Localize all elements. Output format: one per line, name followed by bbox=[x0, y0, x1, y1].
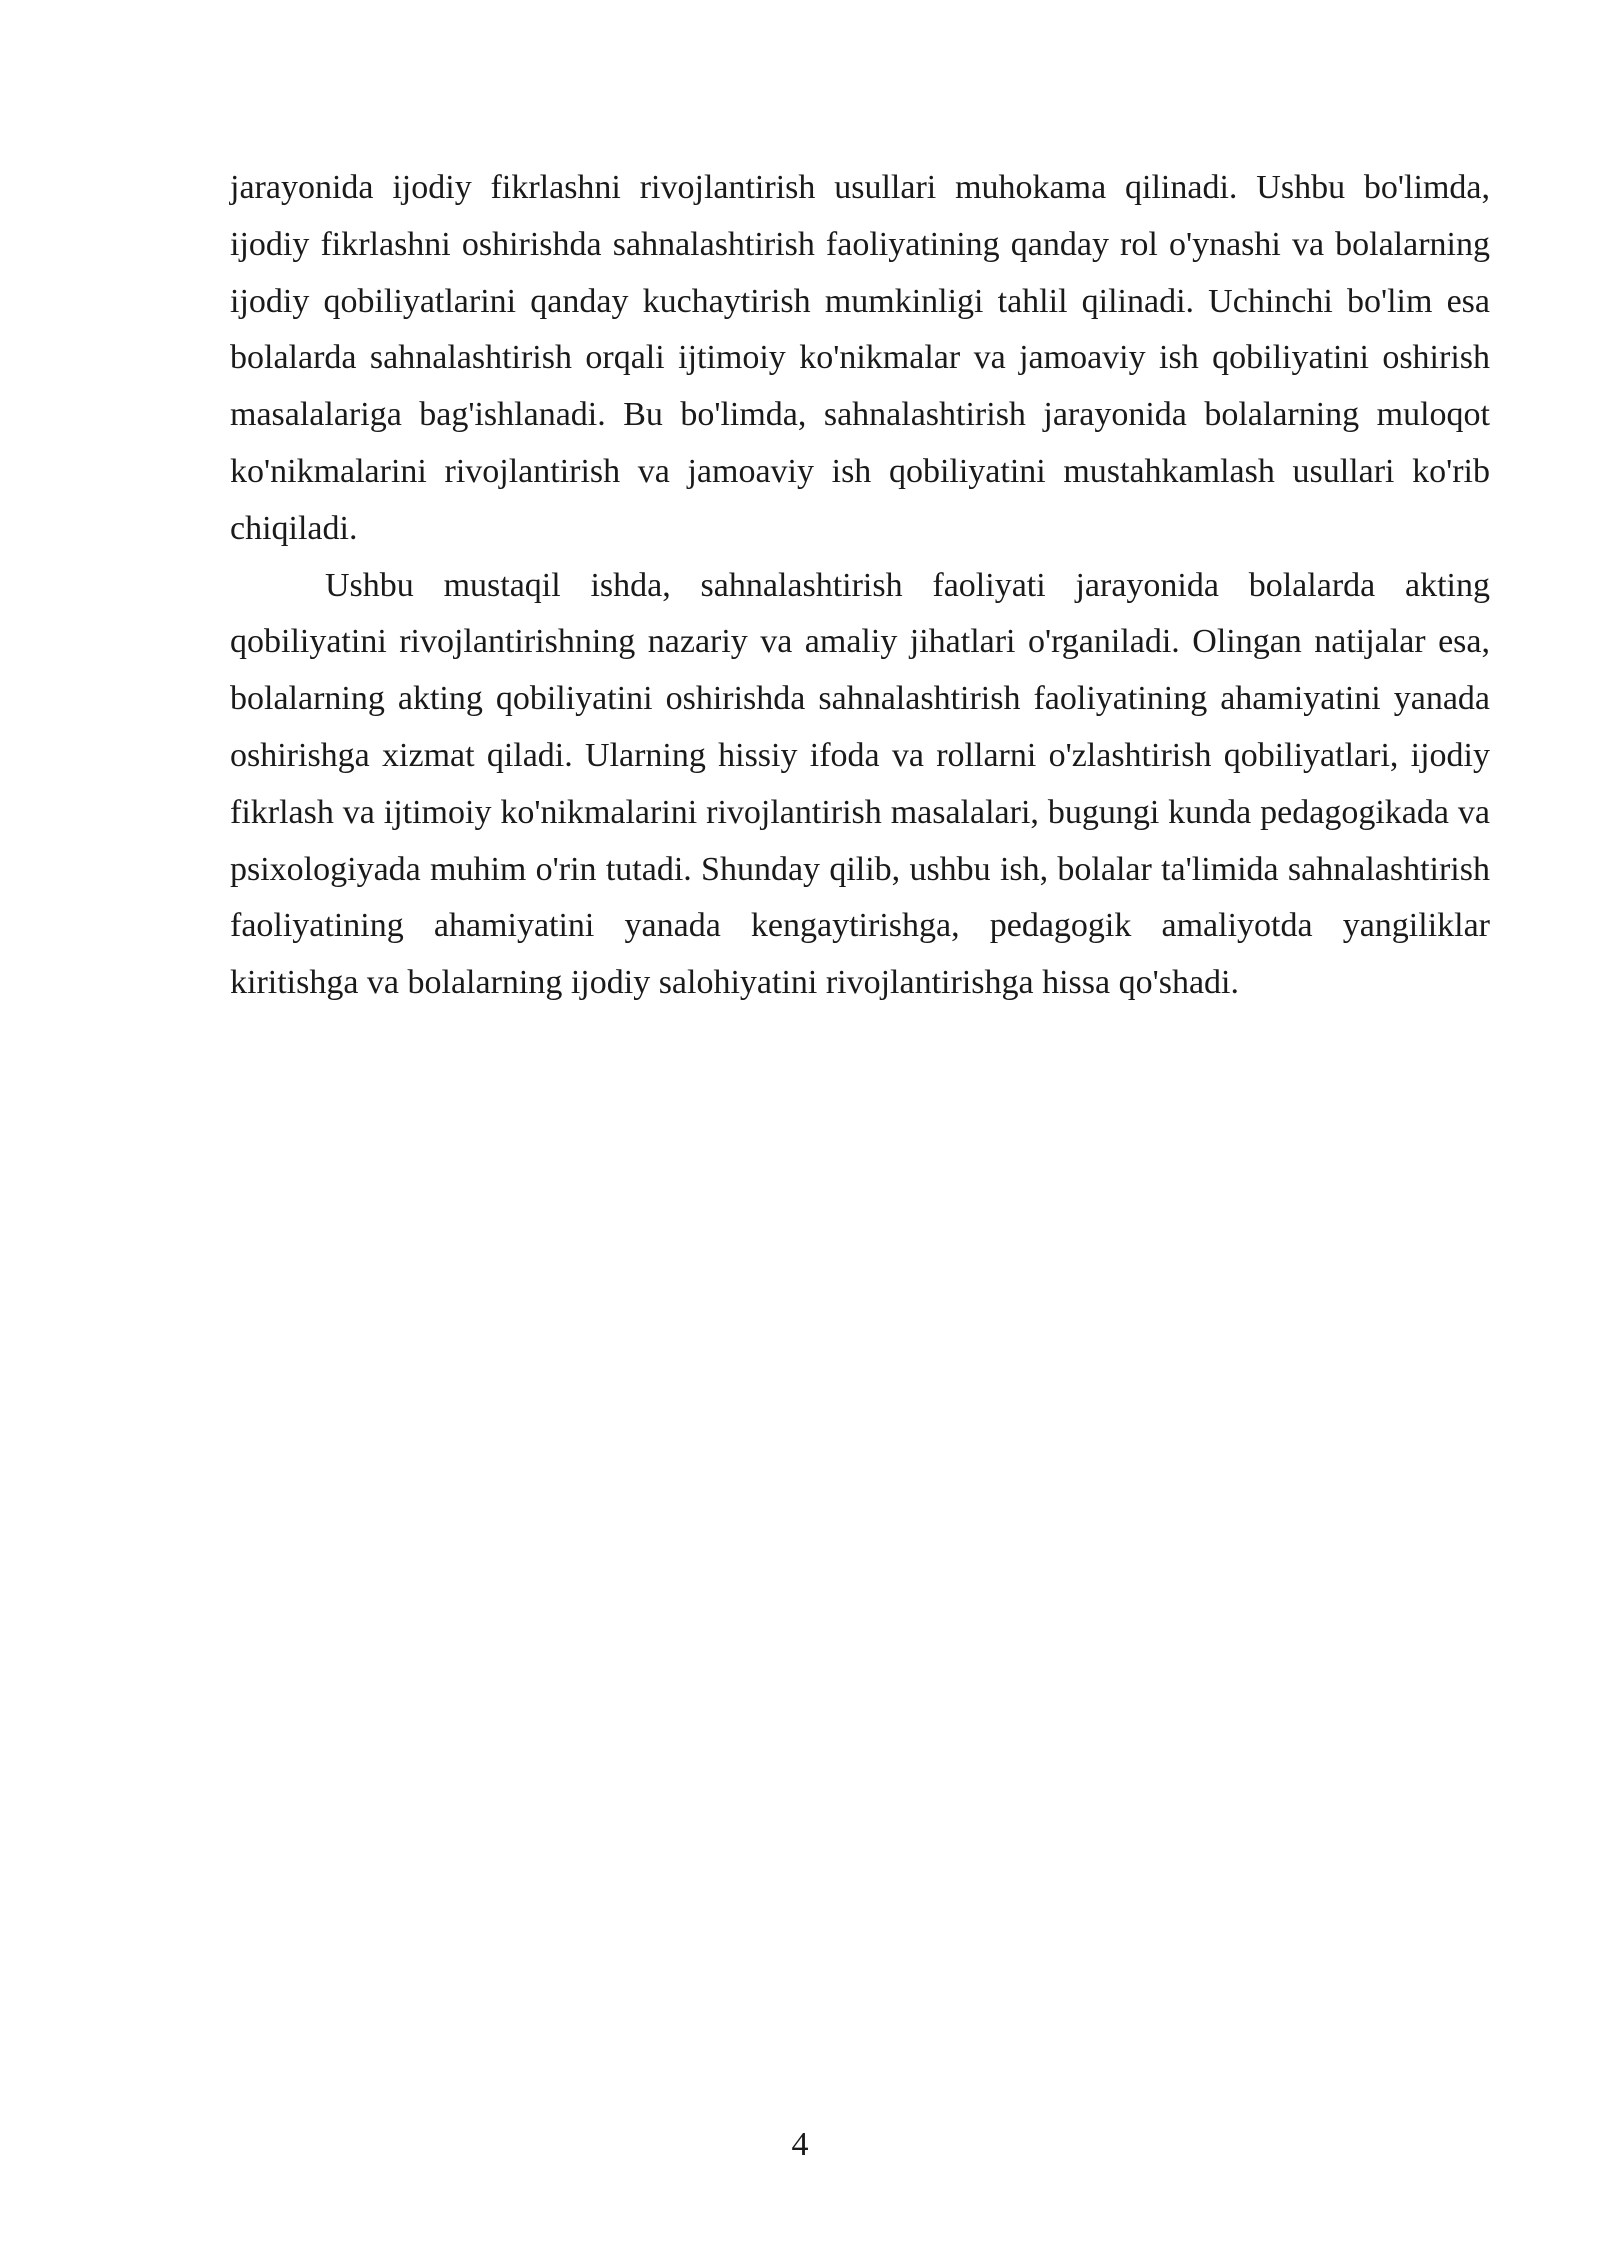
paragraph-indented: Ushbu mustaqil ishda, sahnalashtirish faoliyati jarayonida bolalarda akting qobiliyatini rivojlantirishning nazariy va amaliy jihatlari o'rganiladi. Olingan natijalar esa, bolalarning akting qobiliyatini oshirishda sahnalashtirish faoliyatining ahamiyatini yanada oshirishga xizmat qiladi. Ularning hissiy ifoda va rollarni o'zlashtirish qobiliyatlari, ijodiy fikrlash va ijtimoiy ko'nikmalarini rivojlantirish masalalari, bugungi kunda pedagogikada va psixologiyada muhim o'rin tutadi. Shunday qilib, ushbu ish, bolalar ta'limida sahnalashtirish faoliyatining ahamiyatini yanada kengaytirishga, pedagogik amaliyotda yangiliklar kiritishga va bolalarning ijodiy salohiyatini rivojlantirishga hissa qo'shadi. bbox=[230, 566, 1490, 1002]
page-number: 4 bbox=[791, 2126, 809, 2163]
body-text bbox=[230, 160, 1490, 1012]
paragraph-continuation: jarayonida ijodiy fikrlashni rivojlantirish usullari muhokama qilinadi. Ushbu bo'limda, ijodiy fikrlashni oshirishda sahnalashtirish faoliyatining qanday rol o'ynashi va bolalarning ijodiy qobiliyatlarini qanday kuchaytirish mumkinligi tahlil qilinadi. Uchinchi bo'lim esa bolalarda sahnalashtirish orqali ijtimoiy ko'nikmalar va jamoaviy ish qobiliyatini oshirish masalalariga bag'ishlanadi. Bu bo'limda, sahnalashtirish jarayonida bolalarning muloqot ko'nikmalarini rivojlantirish va jamoaviy ish qobiliyatini mustahkamlash usullari ko'rib chiqiladi. bbox=[230, 169, 1490, 547]
